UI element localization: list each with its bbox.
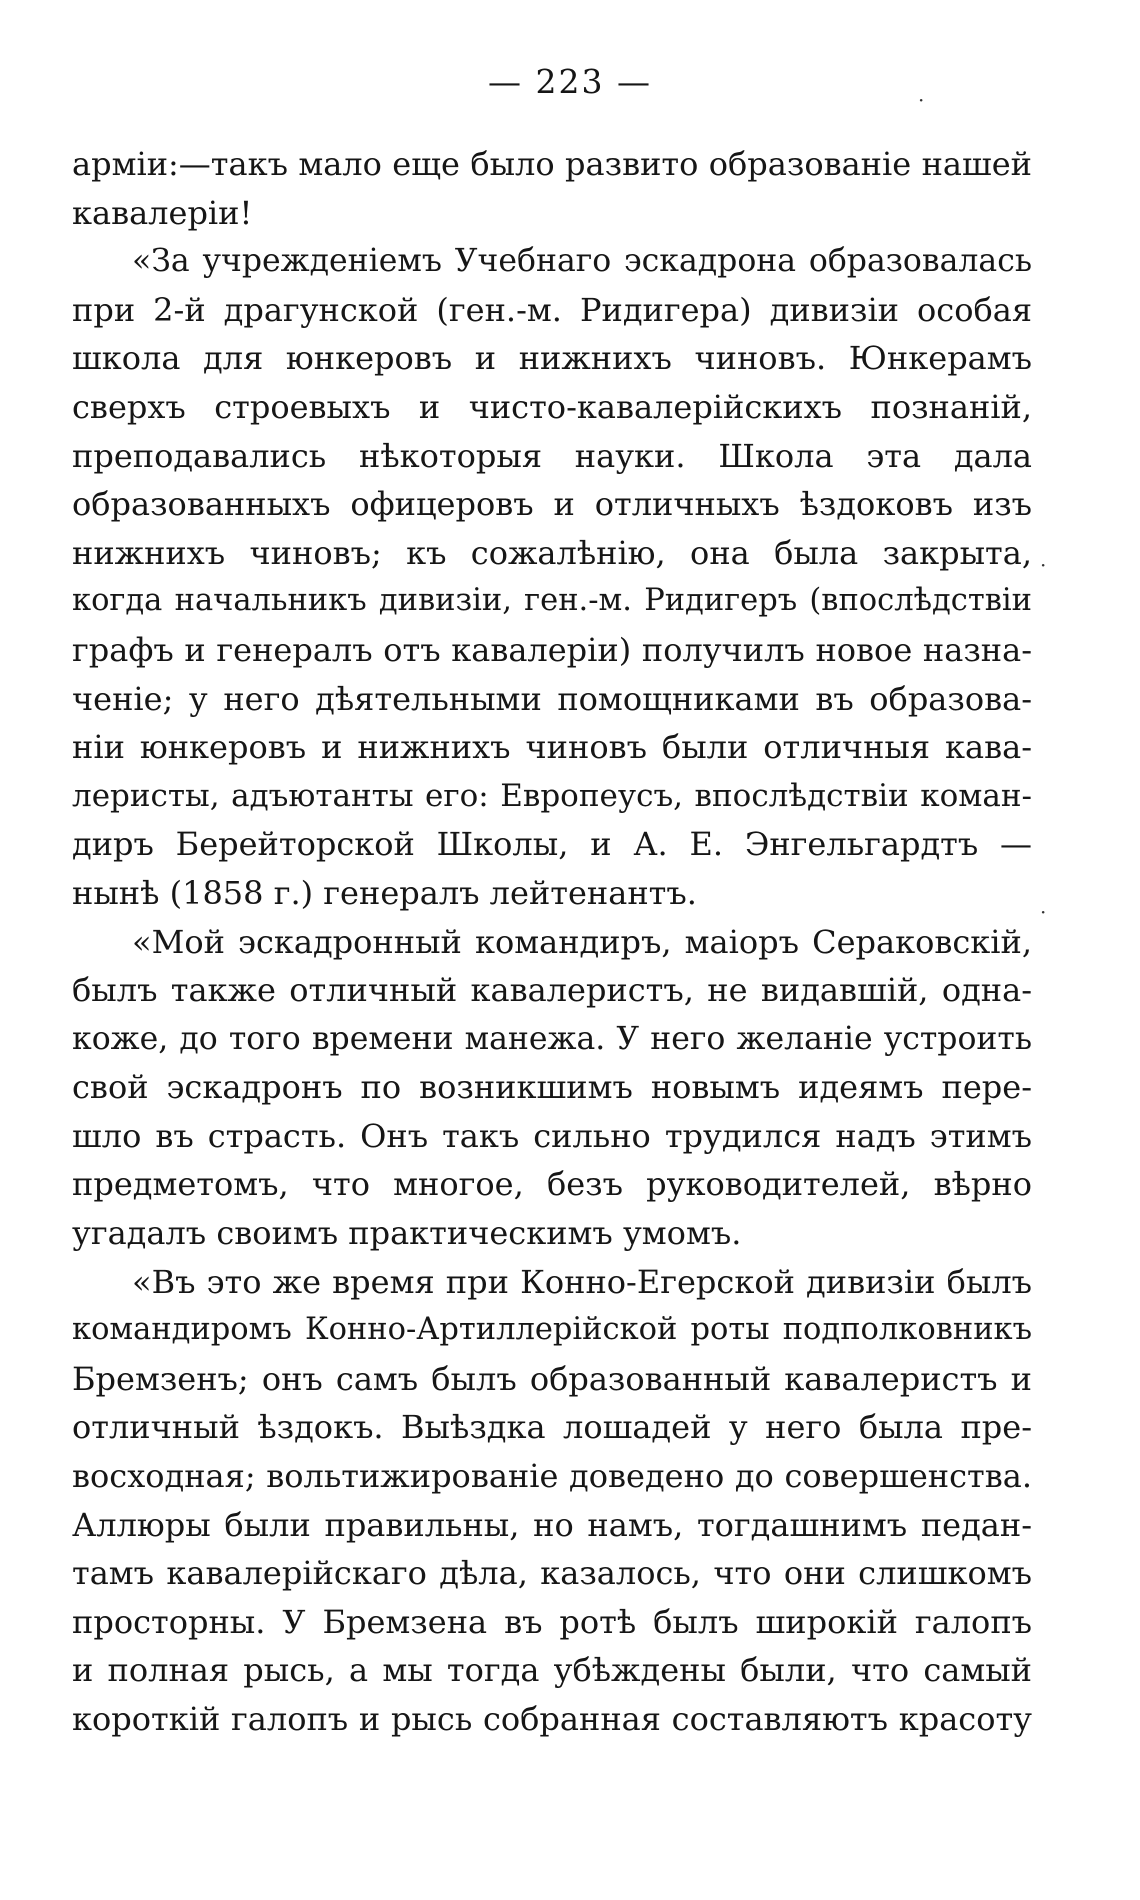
text-line: отличный ѣздокъ. Выѣздка лошадей у него была пре- xyxy=(72,1408,1032,1447)
scan-speck: · xyxy=(1040,553,1047,577)
paragraph-start-line: «За учрежденіемъ Учебнаго эскадрона образовалась xyxy=(132,243,1032,280)
text-line: ченіе; у него дѣятельными помощниками въ образова- xyxy=(72,679,1032,718)
text-line: Аллюры были правильны, но намъ, тогдашнимъ педан- xyxy=(72,1505,1032,1544)
text-line: при 2-й драгунской (ген.-м. Ридигера) дивизіи особая xyxy=(72,290,1032,329)
text-line: свой эскадронъ по возникшимъ новымъ идеямъ пере- xyxy=(72,1068,1032,1107)
text-line: и полная рысь, а мы тогда убѣждены были, что самый xyxy=(72,1651,1032,1690)
paragraph-start-line: «Въ это же время при Конно-Егерской дивизіи былъ xyxy=(132,1262,1032,1301)
text-line: кавалеріи! xyxy=(72,193,253,232)
text-line: преподавались нѣкоторыя науки. Школа эта дала xyxy=(72,436,1032,475)
text-line: нижнихъ чиновъ; къ сожалѣнію, она была закрыта, xyxy=(72,533,1032,572)
body-text xyxy=(72,140,1032,1744)
text-line: угадалъ своимъ практическимъ умомъ. xyxy=(72,1214,742,1253)
text-line: когда начальникъ дивизіи, ген.-м. Ридигеръ (впослѣдствіи xyxy=(72,583,1032,619)
paragraph-start-line: «Мой эскадронный командиръ, маіоръ Сераковскій, xyxy=(132,922,1032,961)
text-line: диръ Берейторской Школы, и А. Е. Энгельгардтъ — xyxy=(72,825,1032,864)
text-line: ніи юнкеровъ и нижнихъ чиновъ были отличныя кава- xyxy=(72,728,1032,767)
text-line: командиромъ Конно-Артиллерійской роты подполковникъ xyxy=(72,1312,1032,1348)
text-line: просторны. У Бремзена въ ротѣ былъ широкій галопъ xyxy=(72,1602,1032,1641)
text-line: Бремзенъ; онъ самъ былъ образованный кавалеристъ и xyxy=(72,1359,1032,1398)
text-line: образованныхъ офицеровъ и отличныхъ ѣздоковъ изъ xyxy=(72,485,1032,524)
text-line: предметомъ, что многое, безъ руководителей, вѣрно xyxy=(72,1165,1032,1204)
text-line: нынѣ (1858 г.) генералъ лейтенантъ. xyxy=(72,873,697,912)
text-line: тамъ кавалерійскаго дѣла, казалось, что они слишкомъ xyxy=(72,1554,1032,1593)
text-line: шло въ страсть. Онъ такъ сильно трудился надъ этимъ xyxy=(72,1116,1032,1155)
scan-speck: · xyxy=(1040,900,1047,924)
text-line: короткій галопъ и рысь собранная составляютъ красоту xyxy=(72,1700,1032,1738)
text-line: былъ также отличный кавалеристъ, не видавшій, одна- xyxy=(72,971,1032,1010)
page-number: — 223 — xyxy=(488,62,652,101)
text-line: восходная; вольтижированіе доведено до совершенства. xyxy=(72,1457,1032,1496)
text-line: коже, до того времени манежа. У него желаніе устроить xyxy=(72,1020,1032,1057)
text-line: арміи:—такъ мало еще было развито образованіе нашей xyxy=(72,145,1032,183)
text-line: школа для юнкеровъ и нижнихъ чиновъ. Юнкерамъ xyxy=(72,339,1032,378)
text-line: сверхъ строевыхъ и чисто-кавалерійскихъ познаній, xyxy=(72,387,1032,426)
scan-speck: · xyxy=(918,88,925,112)
text-line: графъ и генералъ отъ кавалеріи) получилъ новое назна- xyxy=(72,630,1032,669)
text-line: леристы, адъютанты его: Европеусъ, впослѣдствіи коман- xyxy=(72,777,1032,814)
